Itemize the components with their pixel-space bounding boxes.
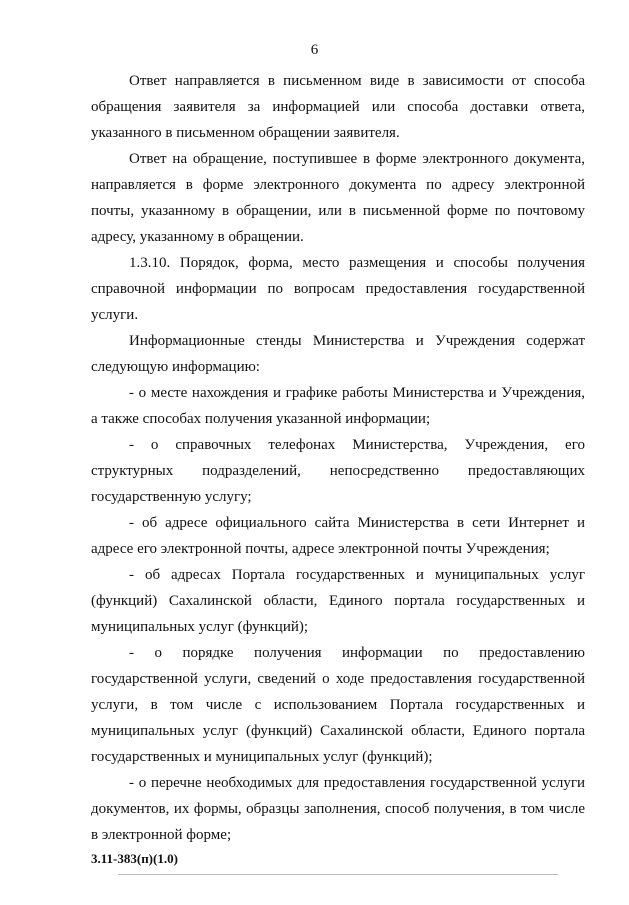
paragraph: Ответ на обращение, поступившее в форме электронного документа, направляется в форме электронного документа по адресу электронной почты, указанному в обращении, или в письменной форме по почтовому адресу, указанному в обращении.: [91, 151, 585, 245]
paragraph: Ответ направляется в письменном виде в зависимости от способа обращения заявителя за информацией или способа доставки ответа, указанного в письменном обращении заявителя.: [91, 73, 585, 141]
page-number: 6: [310, 42, 319, 58]
paragraph: 1.3.10. Порядок, форма, место размещения и способы получения справочной информации по вопросам предоставления государственной услуги.: [91, 255, 585, 323]
scan-border-line: [118, 874, 558, 875]
list-item: - о перечне необходимых для предоставления государственной услуги документов, их формы, образцы заполнения, способ получения, в том числе в электронной форме;: [91, 775, 585, 843]
list-item: - о месте нахождения и графике работы Министерства и Учреждения, а также способах получения указанной информации;: [91, 385, 585, 427]
list-item: - о порядке получения информации по предоставлению государственной услуги, сведений о ходе предоставления государственной услуги, в том числе с использованием Портала государственных и муниципальных услуг (функций) Сахалинской области, Единого портала государственных и муниципальных услуг (функций);: [91, 645, 585, 765]
paragraph: Информационные стенды Министерства и Учреждения содержат следующую информацию:: [91, 333, 585, 375]
list-item: - об адресах Портала государственных и муниципальных услуг (функций) Сахалинской области, Единого портала государственных и муниципальных услуг (функций);: [91, 567, 585, 635]
list-item: - о справочных телефонах Министерства, Учреждения, его структурных подразделений, непосредственно предоставляющих государственную услугу;: [91, 437, 585, 505]
document-code: 3.11-383(п)(1.0): [91, 851, 178, 866]
list-item: - об адресе официального сайта Министерства в сети Интернет и адресе его электронной почты, адресе электронной почты Учреждения;: [91, 515, 585, 557]
document-body: [91, 68, 585, 848]
